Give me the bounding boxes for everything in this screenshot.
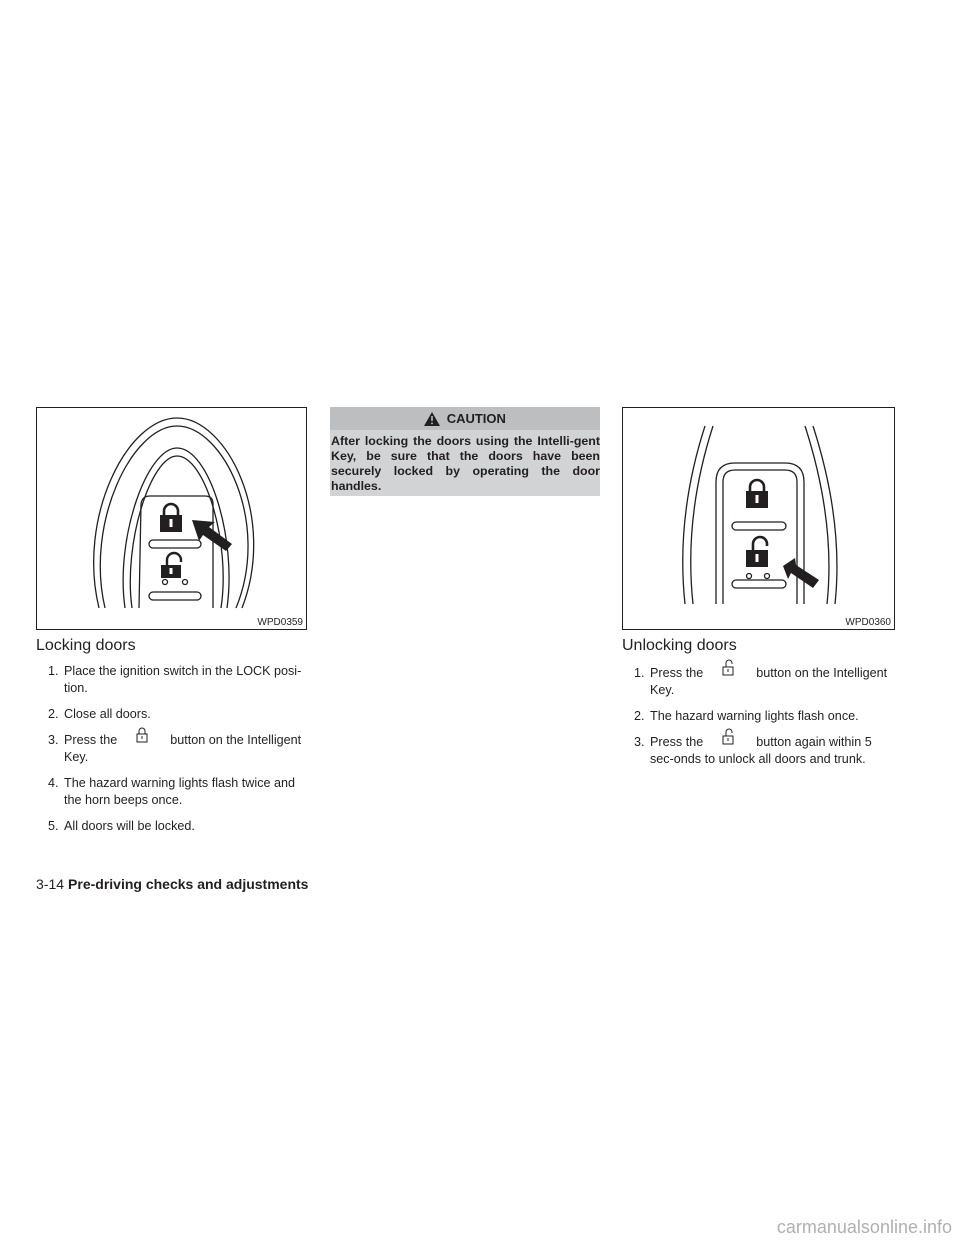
locking-doors-heading: Locking doors (36, 637, 136, 654)
page-number: 3-14 (36, 876, 65, 892)
figure-code: WPD0360 (845, 617, 891, 628)
intelligent-key-unlock-illustration (623, 408, 896, 631)
unlock-icon (707, 665, 753, 679)
lock-icon (121, 732, 167, 746)
locking-steps (36, 663, 308, 844)
list-item: 2. The hazard warning lights flash once. (634, 709, 859, 723)
figure-code: WPD0359 (257, 617, 303, 628)
warning-triangle-icon (424, 410, 440, 433)
list-item: 1. Place the ignition switch in the LOCK posi-tion. (48, 664, 302, 695)
intelligent-key-lock-illustration (37, 408, 308, 631)
watermark[interactable]: carmanualsonline.info (776, 1217, 952, 1237)
list-item: 5. All doors will be locked. (48, 819, 195, 833)
caution-text: After locking the doors using the Intelli-gent Key, be sure that the doors have been securely locked by operating the door handles. (331, 434, 600, 493)
caution-header (330, 407, 600, 430)
lock-icon (160, 504, 182, 532)
list-item: 1. Press the button on the Intelligent Key. (622, 665, 896, 699)
list-item: 3. Press the button on the Intelligent Key. (36, 732, 308, 766)
caution-box (330, 407, 600, 496)
lock-icon (746, 480, 768, 508)
locking-figure (36, 407, 307, 630)
unlock-icon (161, 553, 181, 578)
list-item: 4. The hazard warning lights flash twice and the horn beeps once. (48, 776, 296, 807)
list-item: 2. Close all doors. (48, 707, 151, 721)
unlock-icon (746, 537, 768, 567)
unlocking-figure (622, 407, 895, 630)
caution-title: CAUTION (446, 411, 506, 426)
section-title: Pre-driving checks and adjustments (68, 876, 309, 892)
unlocking-steps (622, 665, 896, 777)
arrow-icon (783, 558, 819, 588)
list-item: 3. Press the button again within 5 sec-onds to unlock all doors and trunk. (622, 734, 896, 768)
unlock-icon (707, 734, 753, 748)
unlocking-doors-heading: Unlocking doors (622, 637, 737, 654)
page-footer (36, 876, 308, 892)
